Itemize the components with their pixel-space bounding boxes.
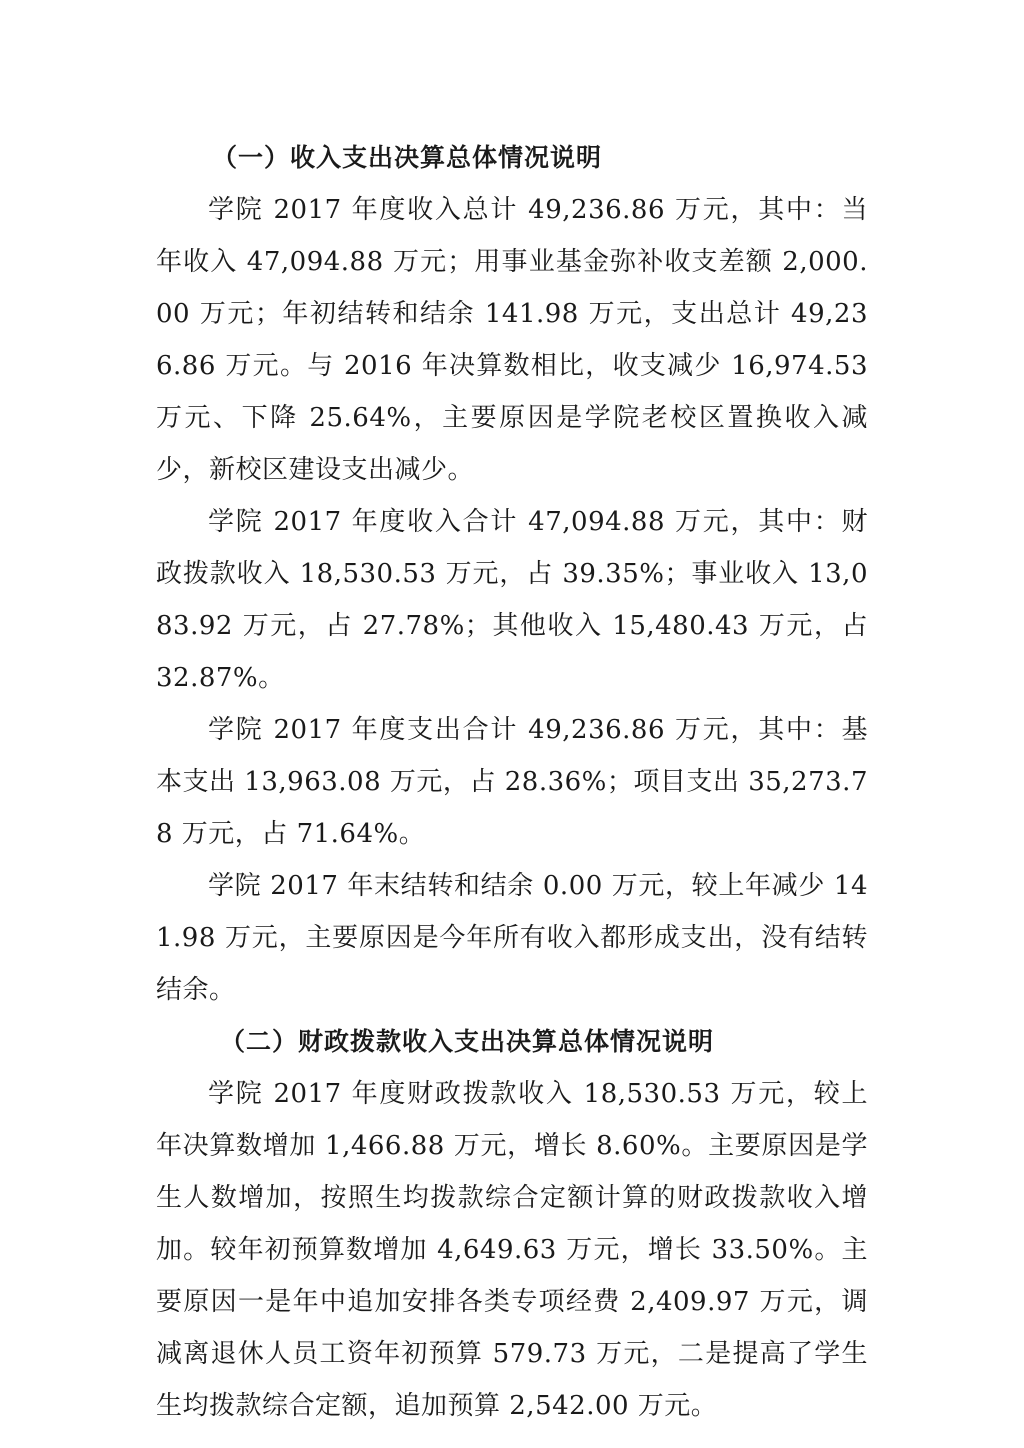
- section-heading-income-expenditure: （一）收入支出决算总体情况说明: [212, 143, 603, 172]
- paragraph-year-end-balance: 学院 2017 年末结转和结余 0.00 万元，较上年减少 141.98 万元，主要原因是今年所有收入都形成支出，没有结转结余。: [156, 871, 868, 1005]
- section-heading-fiscal-appropriation: （二）财政拨款收入支出决算总体情况说明: [220, 1027, 715, 1056]
- paragraph-fiscal-appropriation: 学院 2017 年度财政拨款收入 18,530.53 万元，较上年决算数增加 1,466.88 万元，增长 8.60%。主要原因是学生人数增加，按照生均拨款综合定额计算的财政拨款收入增加。较年初预算数增加 4,649.63 万元，增长 33.50%。主要原因一是年中追加安排各类专项经费 2,409.97 万元，调减离退休人员工资年初预算 579.73 万元，二是提高了学生生均拨款综合定额，追加预算 2,542.00 万元。: [156, 1079, 868, 1421]
- document-body: [156, 132, 868, 1432]
- paragraph-expenditure-breakdown: 学院 2017 年度支出合计 49,236.86 万元，其中：基本支出 13,963.08 万元，占 28.36%；项目支出 35,273.78 万元，占 71.64%。: [156, 715, 868, 849]
- paragraph-total-income: 学院 2017 年度收入总计 49,236.86 万元，其中：当年收入 47,094.88 万元；用事业基金弥补收支差额 2,000.00 万元；年初结转和结余 141.98 万元，支出总计 49,236.86 万元。与 2016 年决算数相比，收支减少 16,974.53 万元、下降 25.64%，主要原因是学院老校区置换收入减少，新校区建设支出减少。: [156, 195, 868, 485]
- paragraph-income-breakdown: 学院 2017 年度收入合计 47,094.88 万元，其中：财政拨款收入 18,530.53 万元，占 39.35%；事业收入 13,083.92 万元，占 27.78%；其他收入 15,480.43 万元，占 32.87%。: [156, 507, 868, 693]
